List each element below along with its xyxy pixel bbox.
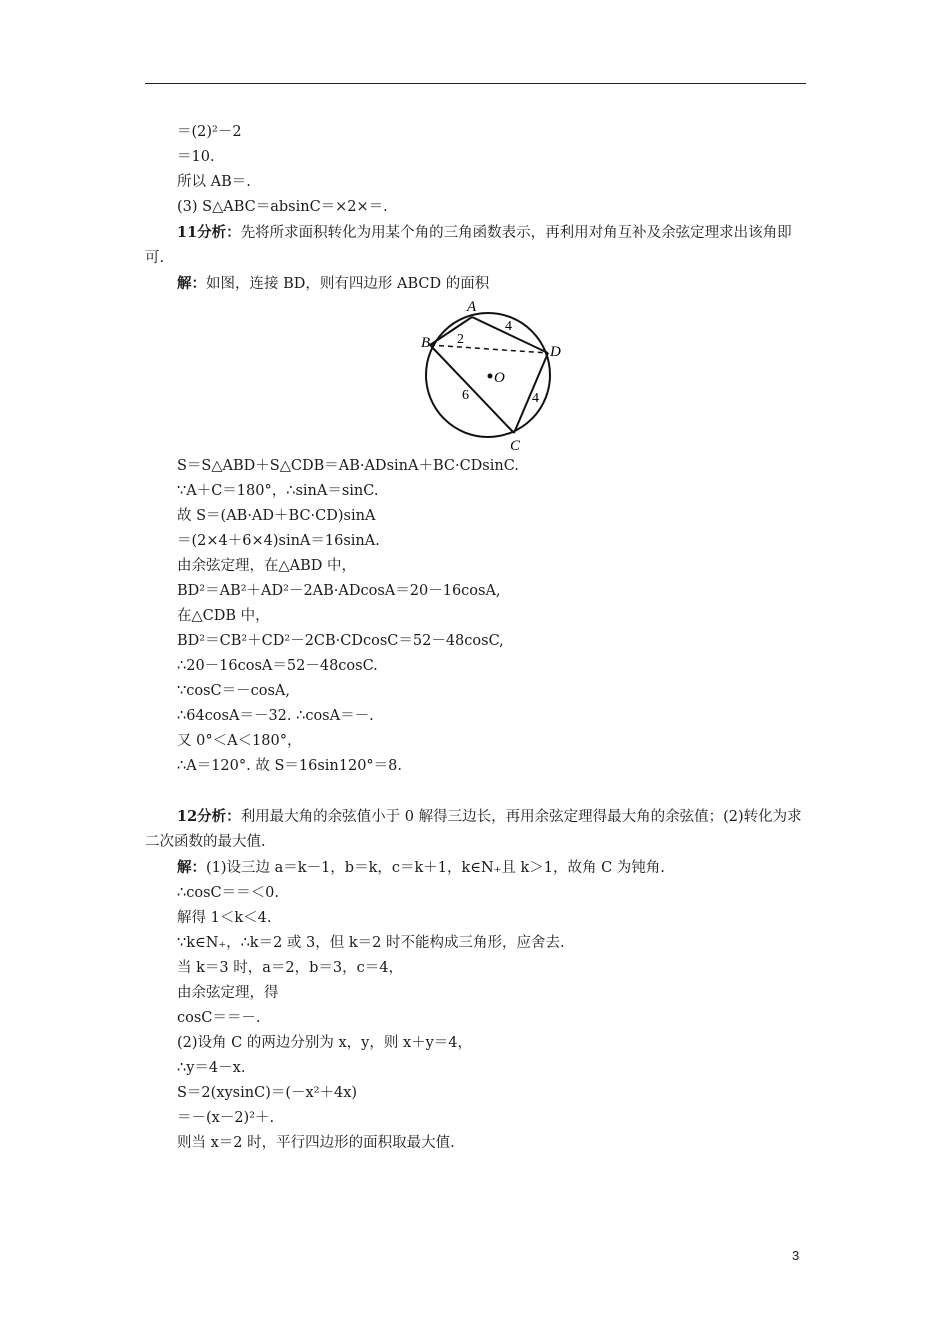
problem-12-solution-intro xyxy=(177,858,665,878)
solution-step: ∴64cosA＝－32. ∴cosA＝－. xyxy=(177,708,374,724)
point-label-c: C xyxy=(510,438,521,454)
solution-intro-text: 如图，连接 BD，则有四边形 ABCD 的面积 xyxy=(206,276,490,292)
text-line: ＝10. xyxy=(177,149,215,165)
solution-step: ∴20－16cosA＝52－48cosC. xyxy=(177,658,378,674)
text-line: (3) S△ABC＝absinC＝×2×＝. xyxy=(177,199,388,215)
solution-step: 则当 x＝2 时，平行四边形的面积取最大值. xyxy=(177,1135,455,1151)
side-label-cd: 4 xyxy=(532,391,539,406)
problem-11-analysis xyxy=(145,220,807,271)
solution-step: 又 0°＜A＜180°， xyxy=(177,733,302,749)
point-label-a: A xyxy=(467,299,477,315)
diagonal-bd xyxy=(430,345,548,353)
solution-step: ∴y＝4－x. xyxy=(177,1060,246,1076)
cyclic-quadrilateral-figure xyxy=(410,296,570,460)
solution-step: cosC＝＝－. xyxy=(177,1010,261,1026)
solution-step: 在△CDB 中， xyxy=(177,608,270,624)
problem-12-label: 12分析： xyxy=(177,808,241,825)
solution-step: ∴cosC＝＝＜0. xyxy=(177,885,279,901)
text-line: 所以 AB＝. xyxy=(177,174,251,190)
solution-step: 由余弦定理，得 xyxy=(177,985,279,1001)
problem-11-label: 11分析： xyxy=(177,224,241,241)
side-label-ab: 2 xyxy=(457,332,464,347)
side-cb xyxy=(430,345,514,433)
solution-step: 由余弦定理，在△ABD 中， xyxy=(177,558,357,574)
solution-step: ∵A＋C＝180°，∴sinA＝sinC. xyxy=(177,483,379,499)
solution-step: (2)设角 C 的两边分别为 x，y，则 x＋y＝4， xyxy=(177,1035,473,1051)
point-label-b: B xyxy=(421,335,431,351)
center-point xyxy=(488,374,493,379)
problem-11-analysis-text: 先将所求面积转化为用某个角的三角函数表示，再利用对角互补及余弦定理求出该角即可. xyxy=(145,225,792,266)
solution-step: BD²＝CB²＋CD²－2CB·CDcosC＝52－48cosC, xyxy=(177,633,504,649)
header-rule xyxy=(145,83,806,84)
solution-step: ∵k∈N₊，∴k＝2 或 3，但 k＝2 时不能构成三角形，应舍去. xyxy=(177,935,565,951)
side-label-bc: 6 xyxy=(462,388,469,403)
solution-step: ∵cosC＝－cosA, xyxy=(177,683,290,699)
point-label-o: O xyxy=(494,370,505,386)
problem-11-solution-intro xyxy=(177,274,489,294)
side-ab xyxy=(430,317,472,345)
solution-step: ＝(2×4＋6×4)sinA＝16sinA. xyxy=(177,533,380,549)
solution-step: S＝S△ABD＋S△CDB＝AB·ADsinA＋BC·CDsinC. xyxy=(177,458,519,474)
circle-diagram xyxy=(410,296,570,456)
point-label-d: D xyxy=(550,344,561,360)
page-number: 3 xyxy=(792,1248,800,1263)
solution-step: 当 k＝3 时，a＝2，b＝3，c＝4， xyxy=(177,960,403,976)
solution-intro-text: (1)设三边 a＝k－1，b＝k，c＝k＋1，k∈N₊且 k＞1，故角 C 为钝角. xyxy=(206,860,665,876)
side-label-ad: 4 xyxy=(505,319,512,334)
solution-step: ∴A＝120°. 故 S＝16sin120°＝8. xyxy=(177,758,403,774)
solution-step: BD²＝AB²＋AD²－2AB·ADcosA＝20－16cosA, xyxy=(177,583,501,599)
solution-step: S＝2(xysinC)＝(－x²＋4x) xyxy=(177,1085,358,1101)
solution-step: ＝－(x－2)²＋. xyxy=(177,1110,275,1126)
solution-label: 解： xyxy=(177,275,206,292)
solution-step: 故 S＝(AB·AD＋BC·CD)sinA xyxy=(177,508,376,524)
problem-12-analysis xyxy=(145,804,807,855)
problem-12-analysis-text: 利用最大角的余弦值小于 0 解得三边长，再用余弦定理得最大角的余弦值；(2)转化为求二次函数的最大值. xyxy=(145,809,802,850)
solution-step: 解得 1＜k＜4. xyxy=(177,910,272,926)
text-line: ＝(2)²－2 xyxy=(177,124,242,140)
solution-label: 解： xyxy=(177,859,206,876)
